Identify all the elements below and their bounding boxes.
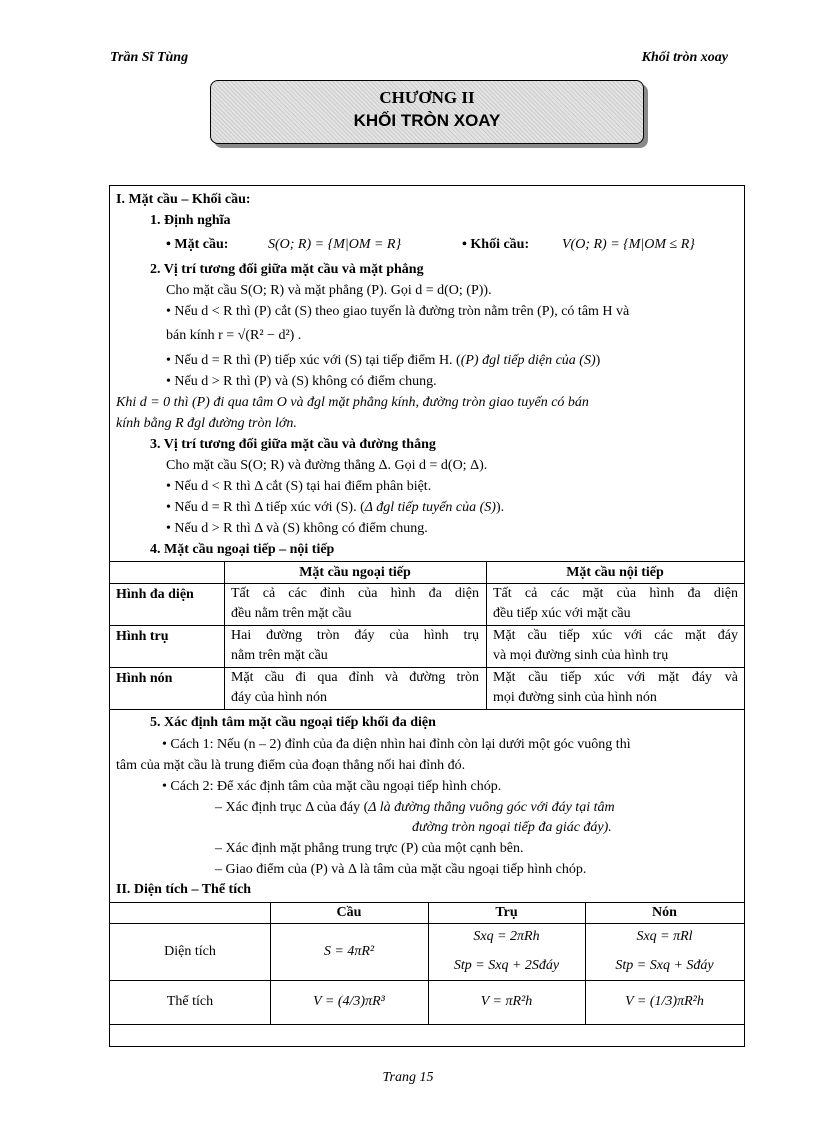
ball-label: • Khối cầu:: [462, 237, 530, 252]
center-method-title: 5. Xác định tâm mặt cầu ngoại tiếp khối đa diện: [150, 715, 436, 730]
note-line-1: Khi d = 0 thì (P) đi qua tâm O và đgl mặt phẳng kính, đường tròn giao tuyến có bán: [116, 395, 589, 410]
table1-header-outer: Mặt cầu ngoại tiếp: [299, 565, 411, 580]
cylinder-total-area: Stp = Sxq + 2Sđáy: [453, 958, 560, 973]
table1-row-label: Hình nón: [116, 671, 173, 686]
plane-case-3: • Nếu d > R thì (P) và (S) không có điểm chung.: [166, 374, 437, 389]
method-2-step-3: – Giao điểm của (P) và Δ là tâm của mặt cầu ngoại tiếp hình chóp.: [215, 862, 587, 877]
cone-total-area: Stp = Sxq + Sđáy: [615, 958, 714, 973]
cylinder-lateral-area: Sxq = 2πRh: [473, 929, 540, 944]
method-2-step-1: – Xác định trục Δ của đáy (Δ là đường thẳng vuông góc với đáy tại tâm: [215, 800, 615, 815]
line-case-3: • Nếu d > R thì Δ và (S) không có điểm chung.: [166, 521, 428, 536]
method-1-line-a: • Cách 1: Nếu (n – 2) đỉnh của đa diện nhìn hai đỉnh còn lại dưới một góc vuông thì: [162, 737, 631, 752]
table1-cell: Mặt cầu đi qua đỉnh và đường tròn đáy của hình nón: [231, 670, 479, 705]
cone-lateral-area: Sxq = πRl: [636, 929, 693, 944]
table1-row-label: Hình trụ: [116, 629, 169, 644]
sphere-formula: S(O; R) = {M|OM = R}: [268, 237, 402, 252]
table2-row-area: Diện tích: [164, 944, 216, 959]
chapter-title-box: [210, 80, 644, 144]
header-topic: Khối tròn xoay: [641, 50, 728, 65]
chapter-number: CHƯƠNG II: [379, 88, 475, 107]
sphere-area-formula: S = 4πR²: [323, 944, 375, 959]
sphere-label: • Mặt cầu:: [166, 237, 229, 252]
method-2-step-1-cont: đường tròn ngoại tiếp đa giác đáy).: [412, 820, 612, 835]
table2-header-cylinder: Trụ: [495, 905, 518, 920]
table1-cell: Tất cả các mặt của hình đa diện đều tiếp xúc với mặt cầu: [493, 586, 738, 621]
method-2-step-2: – Xác định mặt phẳng trung trực (P) của một cạnh bên.: [215, 841, 524, 856]
table2-row-volume: Thể tích: [166, 994, 214, 1009]
plane-position-intro: Cho mặt cầu S(O; R) và mặt phẳng (P). Gọi d = d(O; (P)).: [166, 283, 492, 298]
table1-cell: Mặt cầu tiếp xúc với mặt đáy và mọi đường sinh của hình nón: [493, 670, 738, 705]
chapter-name: KHỐI TRÒN XOAY: [353, 111, 501, 130]
table1-cell: Mặt cầu tiếp xúc với các mặt đáy và mọi đường sinh của hình trụ: [493, 628, 738, 663]
table2-header-cone: Nón: [652, 905, 677, 920]
plane-case-2: • Nếu d = R thì (P) tiếp xúc với (S) tại tiếp điểm H. ((P) đgl tiếp diện của (S)): [166, 353, 601, 368]
plane-case-1a: • Nếu d < R thì (P) cắt (S) theo giao tuyến là đường tròn nằm trên (P), có tâm H và: [166, 304, 630, 319]
note-line-2: kính bằng R đgl đường tròn lớn.: [116, 416, 297, 431]
section-2-title: II. Diện tích – Thể tích: [116, 882, 252, 897]
line-position-intro: Cho mặt cầu S(O; R) và đường thẳng Δ. Gọi d = d(O; Δ).: [166, 458, 488, 473]
cone-volume-formula: V = (1/3)πR²h: [625, 994, 704, 1009]
line-case-2: • Nếu d = R thì Δ tiếp xúc với (S). (Δ đgl tiếp tuyến của (S)).: [166, 500, 505, 515]
page-number: Trang 15: [382, 1070, 434, 1085]
plane-case-1b: bán kính r = √(R² − d²) .: [166, 328, 302, 343]
table1-cell: Tất cả các đỉnh của hình đa diện đều nằm trên mặt cầu: [231, 586, 479, 621]
section-1-title: I. Mặt cầu – Khối cầu:: [116, 192, 251, 207]
line-position-title: 3. Vị trí tương đối giữa mặt cầu và đường thẳng: [150, 437, 436, 452]
table2-header-sphere: Cầu: [336, 905, 362, 920]
method-1-line-b: tâm của mặt cầu là trung điểm của đoạn thẳng nối hai đỉnh đó.: [116, 758, 466, 773]
table1-row-label: Hình đa diện: [116, 587, 194, 602]
circ-insc-title: 4. Mặt cầu ngoại tiếp – nội tiếp: [150, 542, 335, 557]
table1-cell: Hai đường tròn đáy của hình trụ nằm trên mặt cầu: [231, 628, 479, 663]
cylinder-volume-formula: V = πR²h: [480, 994, 533, 1009]
header-author: Trần Sĩ Tùng: [110, 50, 189, 65]
line-case-1: • Nếu d < R thì Δ cắt (S) tại hai điểm phân biệt.: [166, 479, 432, 494]
definition-title: 1. Định nghĩa: [150, 213, 231, 228]
table1-header-inner: Mặt cầu nội tiếp: [566, 565, 664, 580]
plane-position-title: 2. Vị trí tương đối giữa mặt cầu và mặt phẳng: [150, 262, 424, 277]
method-2: • Cách 2: Để xác định tâm của mặt cầu ngoại tiếp hình chóp.: [162, 779, 502, 794]
sphere-volume-formula: V = (4/3)πR³: [313, 994, 385, 1009]
ball-formula: V(O; R) = {M|OM ≤ R}: [562, 237, 695, 252]
